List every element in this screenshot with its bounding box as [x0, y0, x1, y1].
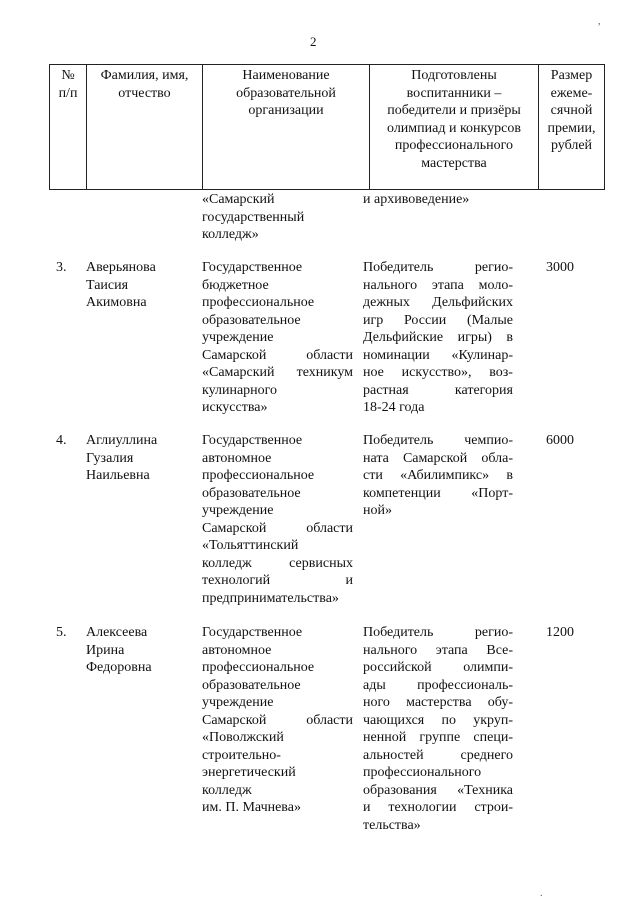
word: Самарской: [402, 450, 468, 466]
word: России: [403, 312, 447, 328]
organization-line: [202, 364, 353, 382]
organization-line: кулинарного: [202, 382, 278, 398]
row-organization: [202, 259, 353, 417]
organization-line: профессиональное: [202, 468, 315, 483]
name-line: Гузалия: [86, 450, 134, 466]
word: по: [441, 712, 456, 728]
header-text: рублей: [550, 138, 593, 153]
word: российской: [363, 660, 432, 675]
word: игры): [457, 330, 492, 345]
header-col-name: [87, 65, 203, 190]
achievement-line: [363, 467, 513, 485]
header-text: п/п: [58, 85, 78, 101]
text-line: государственный: [202, 209, 305, 225]
word: регио-: [474, 260, 513, 275]
word: ната: [363, 450, 389, 466]
word: «Абилимпикс»: [400, 468, 490, 483]
header-text: Фамилия, имя,: [100, 68, 189, 83]
word: группе: [419, 730, 461, 745]
word: нального: [363, 642, 418, 658]
organization-line: автономное: [202, 642, 272, 658]
organization-line: «Поволжский: [202, 730, 284, 745]
organization-line: профессиональное: [202, 295, 315, 310]
word: игр: [363, 312, 384, 328]
word: Победитель: [363, 260, 434, 275]
header-col-prepared: [370, 65, 539, 190]
word: профессиональ-: [417, 677, 513, 693]
row-organization: [202, 432, 353, 607]
achievement-line: [363, 624, 513, 642]
achievement-line: [363, 364, 513, 382]
name-line: Федоровна: [86, 660, 152, 675]
organization-line: профессиональное: [202, 660, 315, 675]
achievement-line: [363, 642, 513, 660]
name-line: Аверьянова: [86, 260, 156, 275]
text-line: колледж»: [202, 227, 259, 242]
organization-line: образовательное: [202, 485, 301, 501]
row-full-name: [86, 259, 196, 312]
header-col-amount: [539, 65, 605, 190]
achievement-line: [363, 799, 513, 817]
word: Самарской: [202, 520, 267, 536]
word: специ-: [473, 730, 513, 745]
word: ненной: [363, 730, 407, 745]
name-line: Акимовна: [86, 295, 147, 310]
page-number: 2: [310, 34, 317, 49]
organization-line: энергетический: [202, 765, 296, 780]
achievement-line: [363, 450, 513, 468]
achievement-line: [363, 659, 513, 677]
word: «Самарский: [202, 365, 275, 380]
word: технологий: [202, 573, 271, 588]
header-text: отчество: [118, 85, 171, 101]
word: и: [363, 800, 371, 815]
header-col-organization: [203, 65, 370, 190]
word: компетенции: [363, 485, 441, 501]
word: ады: [363, 677, 386, 693]
achievement-line: [363, 294, 513, 312]
achievement-line: [363, 747, 513, 765]
organization-line: «Тольяттинский: [202, 538, 299, 553]
text-line: «Самарский: [202, 192, 275, 207]
organization-line: Государственное: [202, 433, 303, 448]
header-text: воспитанники –: [406, 85, 502, 101]
word: растная: [363, 382, 409, 398]
organization-line: Государственное: [202, 260, 303, 275]
corner-mark: ,: [598, 16, 601, 27]
achievement-line: [363, 485, 513, 503]
word: среднего: [460, 747, 513, 763]
word: ного: [363, 695, 390, 710]
row-amount: 1200: [546, 625, 574, 640]
achievement-line: ной»: [363, 503, 392, 518]
achievement-line: тельства»: [363, 817, 421, 833]
organization-line: учреждение: [202, 330, 274, 345]
continuation-organization: [202, 191, 353, 244]
word: категория: [454, 382, 513, 398]
row-achievement: [363, 259, 513, 417]
organization-line: строительно-: [202, 747, 281, 763]
word: технологии: [388, 800, 457, 815]
word: и: [345, 573, 353, 588]
row-amount: 6000: [546, 433, 574, 448]
word: дежных: [363, 295, 410, 310]
name-line: Аглиуллина: [86, 433, 158, 448]
achievement-line: [363, 729, 513, 747]
word: области: [306, 520, 353, 536]
organization-line: [202, 712, 353, 730]
organization-line: [202, 572, 353, 590]
text-line: и архивоведение»: [363, 192, 470, 207]
word: номинации: [363, 347, 430, 363]
word: области: [306, 712, 353, 728]
organization-line: бюджетное: [202, 277, 269, 293]
corner-mark: .: [540, 888, 543, 899]
word: чемпио-: [464, 433, 513, 448]
word: в: [506, 330, 513, 345]
word: чающихся: [363, 712, 425, 728]
header-text: Наименование: [242, 68, 330, 83]
word: Победитель: [363, 433, 434, 448]
word: Дельфийских: [432, 295, 513, 310]
header-text: ежеме-: [550, 85, 593, 101]
row-achievement: [363, 624, 513, 834]
header-text: победители и призёры: [387, 103, 521, 118]
word: «Кулинар-: [451, 347, 513, 363]
continuation-description: [363, 191, 513, 209]
word: колледж: [202, 555, 252, 571]
word: области: [306, 347, 353, 363]
organization-line: [202, 520, 353, 538]
achievement-line: [363, 432, 513, 450]
word: в: [506, 468, 513, 483]
organization-line: учреждение: [202, 503, 274, 518]
header-text: №: [61, 68, 75, 83]
word: строи-: [474, 800, 513, 815]
row-amount: 3000: [546, 260, 574, 275]
word: Дельфийские: [363, 330, 444, 345]
header-text: Подготовлены: [411, 68, 497, 83]
row-organization: [202, 624, 353, 817]
achievement-line: [363, 694, 513, 712]
word: сервисных: [289, 555, 353, 571]
word: мастерства: [406, 695, 472, 710]
header-col-number: [50, 65, 87, 190]
word: моло-: [478, 277, 513, 293]
name-line: Таисия: [86, 277, 129, 293]
word: альностей: [363, 747, 424, 763]
name-line: Ирина: [86, 642, 125, 658]
word: искусство»,: [401, 365, 472, 380]
organization-line: учреждение: [202, 695, 274, 710]
organization-line: образовательное: [202, 677, 301, 693]
word: ное: [363, 365, 384, 380]
word: нального: [363, 277, 418, 293]
word: сти: [363, 468, 383, 483]
word: этапа: [431, 277, 464, 293]
word: Самарской: [202, 712, 267, 728]
row-number: 3.: [56, 260, 67, 275]
word: этапа: [435, 642, 468, 658]
header-text: Размер: [550, 68, 593, 83]
organization-line: Государственное: [202, 625, 303, 640]
word: Все-: [486, 642, 513, 658]
organization-line: автономное: [202, 450, 272, 466]
organization-line: предпринимательства»: [202, 590, 339, 606]
word: обу-: [487, 695, 513, 710]
word: образования: [363, 782, 437, 798]
achievement-line: [363, 312, 513, 330]
achievement-line: [363, 277, 513, 295]
header-text: олимпиад и конкурсов: [387, 120, 521, 136]
achievement-line: [363, 329, 513, 347]
header-text: премии,: [547, 120, 596, 136]
organization-line: колледж: [202, 782, 252, 798]
organization-line: [202, 347, 353, 365]
word: техникум: [296, 365, 353, 380]
word: (Малые: [466, 312, 513, 328]
name-line: Алексеева: [86, 625, 148, 640]
achievement-line: [363, 782, 513, 800]
achievement-line: профессионального: [363, 765, 482, 780]
row-number: 5.: [56, 625, 67, 640]
header-text: образовательной: [236, 85, 336, 101]
achievement-line: [363, 677, 513, 695]
achievement-line: 18-24 года: [363, 400, 425, 415]
header-text: организации: [248, 103, 324, 118]
achievement-line: [363, 347, 513, 365]
achievement-line: [363, 259, 513, 277]
word: воз-: [489, 365, 513, 380]
achievement-line: [363, 382, 513, 400]
word: обла-: [481, 450, 513, 466]
name-line: Наильевна: [86, 468, 150, 483]
header-text: мастерства: [421, 155, 487, 171]
word: «Техника: [457, 782, 513, 798]
organization-line: образовательное: [202, 312, 301, 328]
table-header: [49, 64, 605, 190]
word: Самарской: [202, 347, 267, 363]
word: «Порт-: [471, 485, 513, 501]
word: олимпи-: [463, 660, 513, 675]
achievement-line: [363, 712, 513, 730]
row-number: 4.: [56, 433, 67, 448]
header-text: профессионального: [394, 138, 514, 153]
word: укруп-: [473, 712, 513, 728]
header-text: сячной: [550, 103, 593, 118]
row-achievement: [363, 432, 513, 520]
organization-line: искусства»: [202, 400, 268, 415]
organization-line: им. П. Мачнева»: [202, 800, 301, 815]
row-full-name: [86, 432, 196, 485]
organization-line: [202, 555, 353, 573]
word: Победитель: [363, 625, 434, 640]
row-full-name: [86, 624, 196, 677]
word: регио-: [474, 625, 513, 640]
